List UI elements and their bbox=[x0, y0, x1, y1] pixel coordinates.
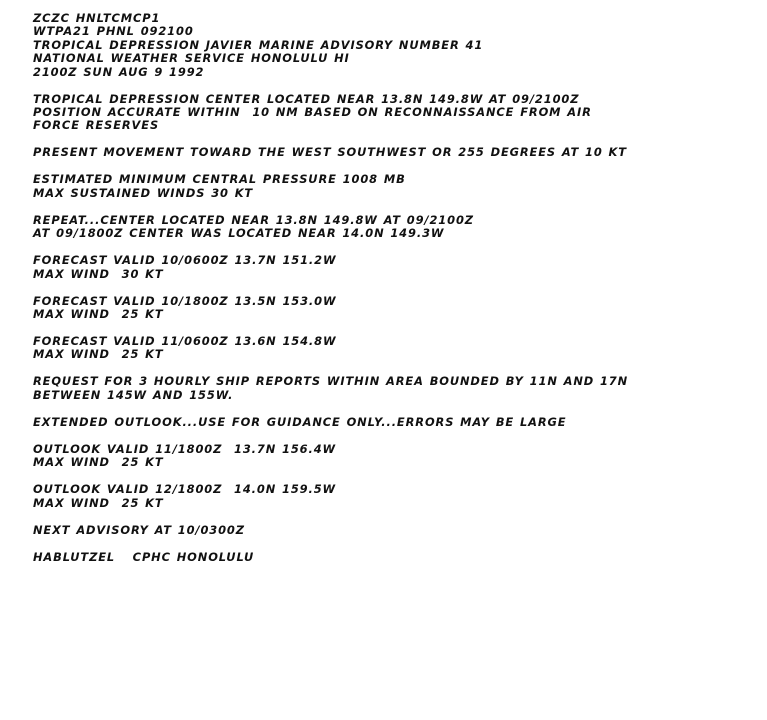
advisory-line: MAX WIND 25 KT bbox=[33, 455, 164, 470]
advisory-line: POSITION ACCURATE WITHIN 10 NM BASED ON RECONNAISSANCE FROM AIR bbox=[33, 105, 592, 120]
advisory-paragraph bbox=[33, 146, 753, 159]
advisory-paragraph bbox=[33, 524, 753, 537]
advisory-line: TROPICAL DEPRESSION CENTER LOCATED NEAR 13.8N 149.8W AT 09/2100Z bbox=[33, 91, 580, 106]
advisory-paragraph bbox=[33, 551, 753, 564]
advisory-paragraph bbox=[33, 214, 753, 241]
advisory-line: ESTIMATED MINIMUM CENTRAL PRESSURE 1008 MB bbox=[33, 172, 406, 187]
advisory-line: NATIONAL WEATHER SERVICE HONOLULU HI bbox=[33, 51, 350, 66]
advisory-paragraph bbox=[33, 254, 753, 281]
advisory-line: TROPICAL DEPRESSION JAVIER MARINE ADVISORY NUMBER 41 bbox=[33, 37, 484, 52]
advisory-line: MAX WIND 30 KT bbox=[33, 266, 164, 281]
advisory-line: REPEAT...CENTER LOCATED NEAR 13.8N 149.8W AT 09/2100Z bbox=[33, 212, 474, 227]
advisory-line: REQUEST FOR 3 HOURLY SHIP REPORTS WITHIN AREA BOUNDED BY 11N AND 17N bbox=[33, 374, 629, 389]
advisory-line: FORECAST VALID 11/0600Z 13.6N 154.8W bbox=[33, 334, 337, 349]
advisory-line: AT 09/1800Z CENTER WAS LOCATED NEAR 14.0N 149.3W bbox=[33, 226, 445, 241]
advisory-paragraph bbox=[33, 483, 753, 510]
advisory-line: MAX WIND 25 KT bbox=[33, 495, 164, 510]
advisory-paragraph bbox=[33, 443, 753, 470]
advisory-line: MAX SUSTAINED WINDS 30 KT bbox=[33, 185, 254, 200]
advisory-line: 2100Z SUN AUG 9 1992 bbox=[33, 64, 205, 79]
advisory-line: PRESENT MOVEMENT TOWARD THE WEST SOUTHWEST OR 255 DEGREES AT 10 KT bbox=[33, 145, 627, 160]
advisory-paragraph bbox=[33, 93, 753, 133]
advisory-line: MAX WIND 25 KT bbox=[33, 307, 164, 322]
advisory-paragraph bbox=[33, 416, 753, 429]
advisory-paragraph bbox=[33, 335, 753, 362]
advisory-line: MAX WIND 25 KT bbox=[33, 347, 164, 362]
advisory-line: EXTENDED OUTLOOK...USE FOR GUIDANCE ONLY...ERRORS MAY BE LARGE bbox=[33, 414, 567, 429]
advisory-line: FORECAST VALID 10/1800Z 13.5N 153.0W bbox=[33, 293, 337, 308]
advisory-document bbox=[33, 12, 753, 578]
advisory-paragraph bbox=[33, 375, 753, 402]
advisory-paragraph bbox=[33, 295, 753, 322]
advisory-line: OUTLOOK VALID 12/1800Z 14.0N 159.5W bbox=[33, 482, 336, 497]
advisory-line: OUTLOOK VALID 11/1800Z 13.7N 156.4W bbox=[33, 441, 336, 456]
advisory-paragraph bbox=[33, 12, 753, 79]
advisory-line: FORECAST VALID 10/0600Z 13.7N 151.2W bbox=[33, 253, 337, 268]
advisory-line: WTPA21 PHNL 092100 bbox=[33, 24, 194, 39]
advisory-line: FORCE RESERVES bbox=[33, 118, 160, 133]
advisory-line: NEXT ADVISORY AT 10/0300Z bbox=[33, 522, 245, 537]
advisory-line: HABLUTZEL CPHC HONOLULU bbox=[33, 549, 255, 564]
advisory-line: BETWEEN 145W AND 155W. bbox=[33, 387, 234, 402]
advisory-paragraph bbox=[33, 173, 753, 200]
advisory-line: ZCZC HNLTCMCP1 bbox=[33, 11, 161, 25]
